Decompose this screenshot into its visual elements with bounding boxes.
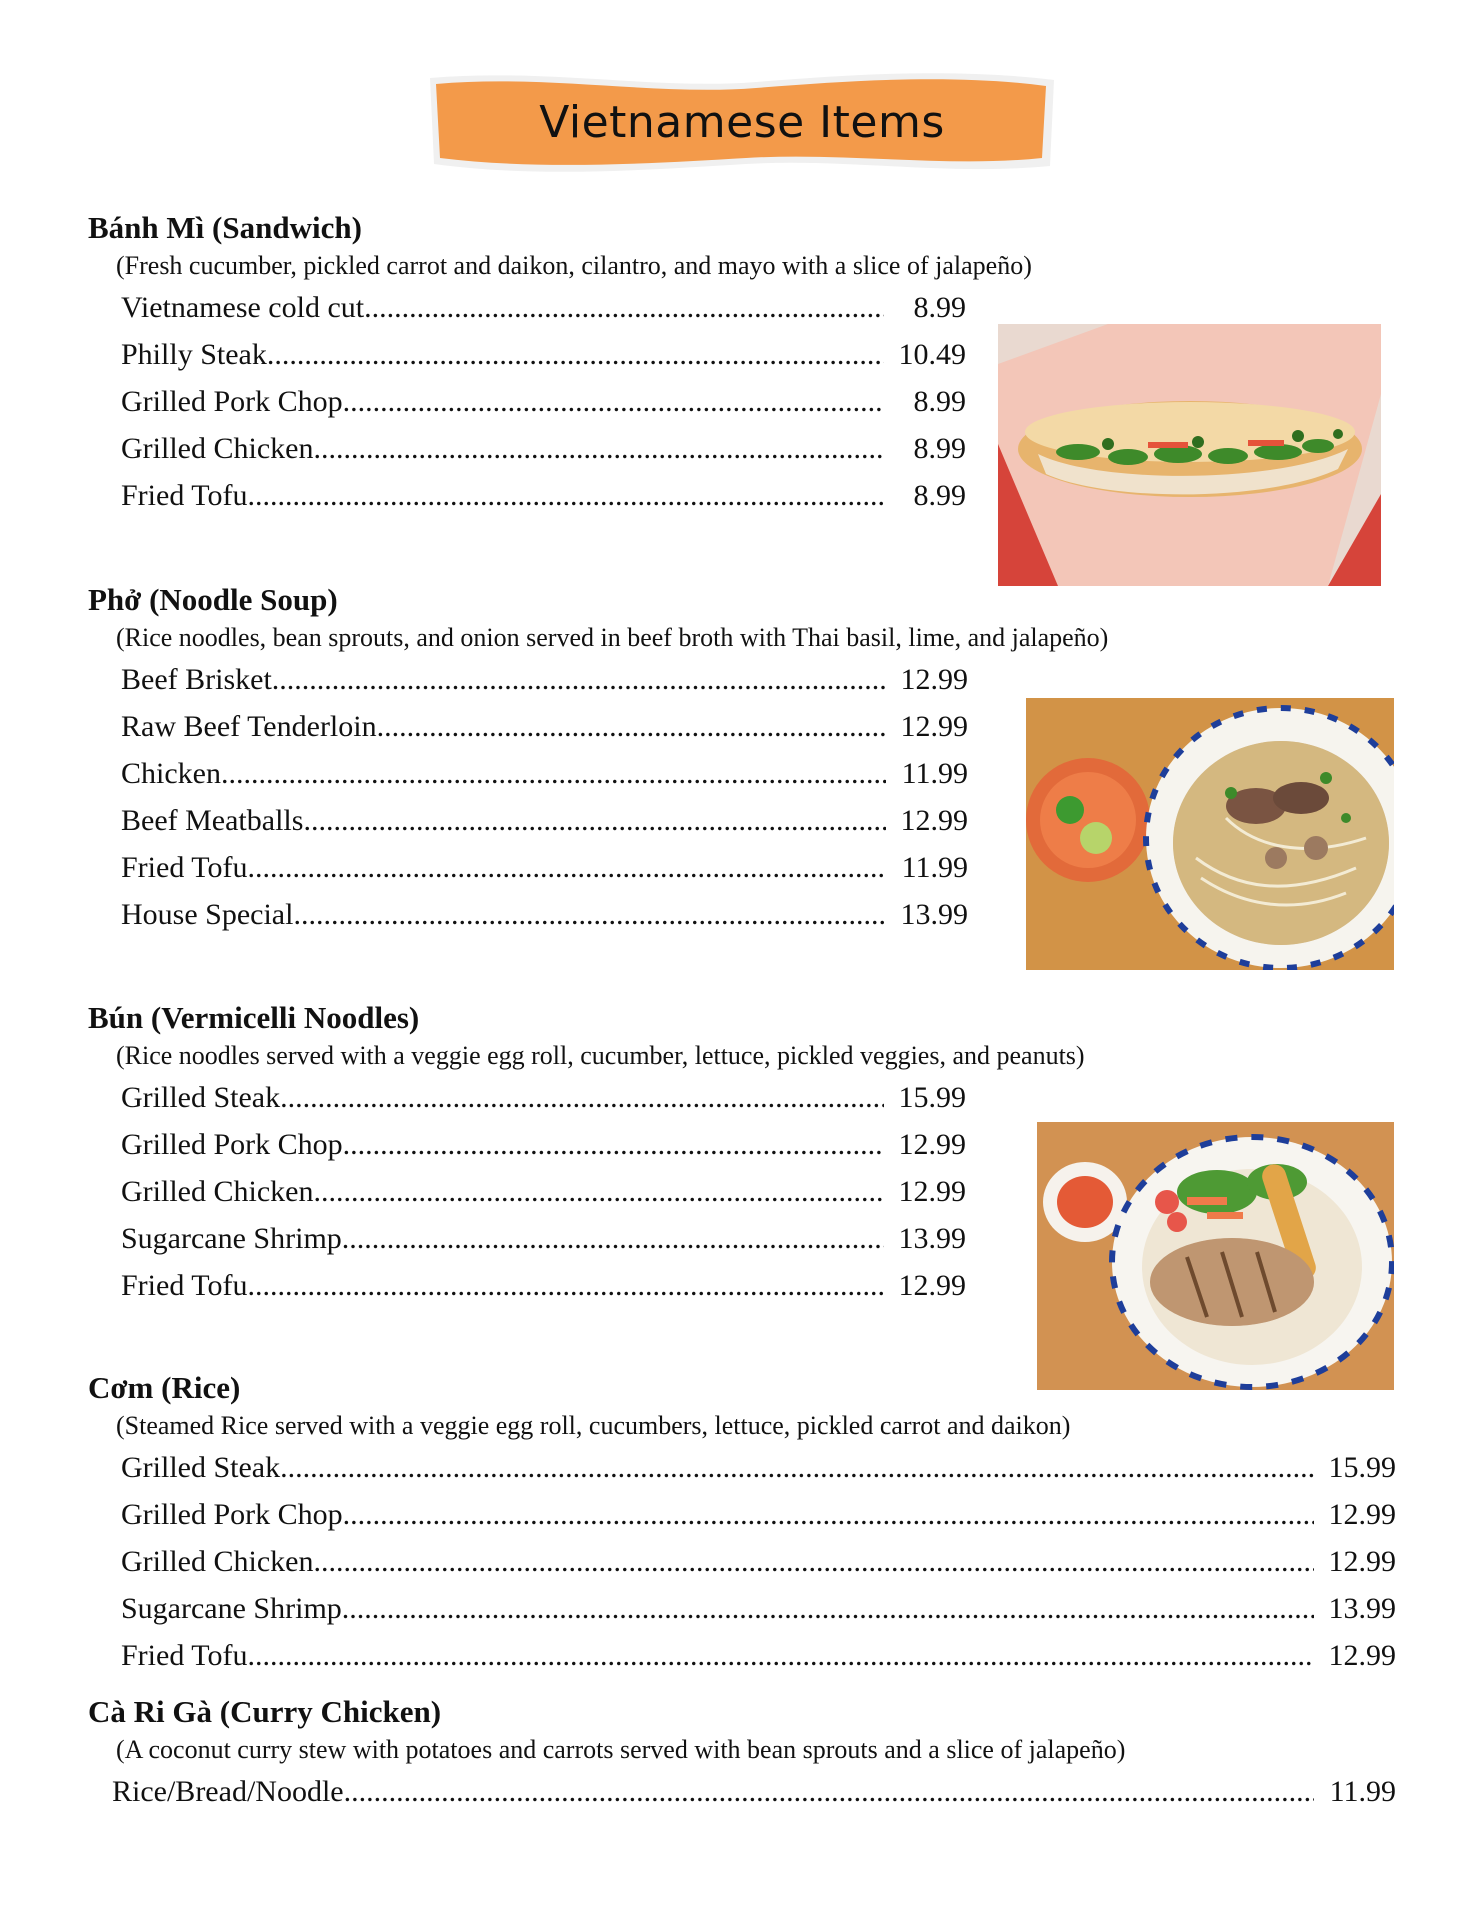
menu-item	[121, 750, 968, 797]
item-name: Sugarcane Shrimp	[121, 1222, 342, 1255]
menu-item	[121, 703, 968, 750]
item-price: 13.99	[1328, 1592, 1396, 1625]
dot-leader	[280, 1074, 884, 1121]
item-name: Grilled Chicken	[121, 1175, 314, 1208]
section-title: Phở (Noodle Soup)	[88, 582, 338, 617]
dot-leader	[313, 1538, 1314, 1585]
item-name: Grilled Steak	[121, 1451, 281, 1484]
item-price: 11.99	[901, 851, 968, 884]
dot-leader	[267, 331, 884, 378]
item-price: 12.99	[900, 804, 968, 837]
section-description: (Fresh cucumber, pickled carrot and daikon, cilantro, and mayo with a slice of jalapeño)	[116, 251, 1032, 280]
item-price: 13.99	[898, 1222, 966, 1255]
item-price: 8.99	[913, 432, 966, 465]
menu-item	[121, 1538, 1396, 1585]
pho-photo	[1026, 698, 1394, 970]
dot-leader	[377, 703, 886, 750]
menu-item-list	[121, 284, 966, 519]
item-name: House Special	[121, 898, 294, 931]
menu-item	[112, 1768, 1396, 1815]
item-price: 13.99	[900, 898, 968, 931]
dot-leader	[248, 472, 884, 519]
dot-leader	[248, 1262, 884, 1309]
section-description: (Steamed Rice served with a veggie egg roll, cucumbers, lettuce, pickled carrot and daikon)	[116, 1411, 1071, 1440]
section-bun	[88, 998, 1085, 1309]
item-price: 12.99	[1328, 1639, 1396, 1672]
item-name: Beef Brisket	[121, 663, 272, 696]
menu-item	[121, 1444, 1396, 1491]
item-price: 8.99	[913, 385, 966, 418]
item-name: Fried Tofu	[121, 851, 248, 884]
section-title: Bún (Vermicelli Noodles)	[88, 1000, 420, 1035]
menu-item	[121, 1121, 966, 1168]
item-price: 11.99	[1329, 1775, 1396, 1808]
menu-item	[121, 1168, 966, 1215]
item-price: 8.99	[913, 479, 966, 512]
title-banner	[426, 68, 1058, 176]
item-price: 15.99	[898, 1081, 966, 1114]
item-name: Grilled Chicken	[121, 432, 314, 465]
dot-leader	[342, 1585, 1314, 1632]
section-description: (Rice noodles, bean sprouts, and onion served in beef broth with Thai basil, lime, and jalapeño)	[116, 623, 1109, 652]
menu-item	[121, 425, 966, 472]
item-price: 10.49	[898, 338, 966, 371]
menu-item-list	[112, 1768, 1396, 1815]
page-title: Vietnamese Items	[539, 96, 945, 148]
dot-leader	[272, 656, 886, 703]
item-name: Fried Tofu	[121, 1269, 248, 1302]
menu-item	[121, 331, 966, 378]
dot-leader	[343, 378, 884, 425]
item-name: Grilled Chicken	[121, 1545, 314, 1578]
menu-item	[121, 797, 968, 844]
item-name: Fried Tofu	[121, 1639, 248, 1672]
item-price: 11.99	[901, 757, 968, 790]
dot-leader	[248, 1632, 1314, 1679]
item-name: Grilled Pork Chop	[121, 1498, 343, 1531]
dot-leader	[364, 284, 884, 331]
dot-leader	[221, 750, 886, 797]
menu-item	[121, 1491, 1396, 1538]
banh-mi-photo	[998, 324, 1381, 586]
section-title: Cà Ri Gà (Curry Chicken)	[88, 1694, 442, 1729]
item-price: 12.99	[1328, 1498, 1396, 1531]
item-price: 12.99	[1328, 1545, 1396, 1578]
item-price: 12.99	[898, 1128, 966, 1161]
item-name: Raw Beef Tenderloin	[121, 710, 377, 743]
dot-leader	[293, 891, 886, 938]
dot-leader	[343, 1121, 884, 1168]
item-name: Fried Tofu	[121, 479, 248, 512]
bun-photo	[1037, 1122, 1394, 1390]
item-name: Vietnamese cold cut	[121, 291, 365, 324]
dot-leader	[313, 1168, 884, 1215]
menu-item	[121, 1215, 966, 1262]
item-price: 12.99	[898, 1175, 966, 1208]
menu-item	[121, 1074, 966, 1121]
item-name: Sugarcane Shrimp	[121, 1592, 342, 1625]
section-title: Cơm (Rice)	[88, 1370, 241, 1405]
dot-leader	[342, 1215, 884, 1262]
section-title: Bánh Mì (Sandwich)	[88, 210, 362, 245]
menu-item	[121, 378, 966, 425]
section-pho	[88, 580, 1109, 938]
menu-item	[121, 656, 968, 703]
menu-item	[121, 891, 968, 938]
item-price: 12.99	[900, 663, 968, 696]
item-name: Rice/Bread/Noodle	[112, 1775, 344, 1808]
menu-item-list	[121, 1074, 966, 1309]
item-name: Grilled Pork Chop	[121, 1128, 343, 1161]
menu-item	[121, 844, 968, 891]
item-price: 15.99	[1328, 1451, 1396, 1484]
item-name: Philly Steak	[121, 338, 267, 371]
menu-item	[121, 1262, 966, 1309]
section-description: (Rice noodles served with a veggie egg roll, cucumber, lettuce, pickled veggies, and peanuts)	[116, 1041, 1085, 1070]
dot-leader	[248, 844, 886, 891]
item-name: Beef Meatballs	[121, 804, 304, 837]
item-price: 8.99	[913, 291, 966, 324]
item-name: Grilled Steak	[121, 1081, 281, 1114]
section-banh-mi	[88, 208, 1032, 519]
dot-leader	[313, 425, 884, 472]
dot-leader	[303, 797, 886, 844]
menu-item	[121, 1632, 1396, 1679]
item-name: Grilled Pork Chop	[121, 385, 343, 418]
item-price: 12.99	[900, 710, 968, 743]
item-name: Chicken	[121, 757, 221, 790]
menu-item	[121, 284, 966, 331]
menu-item	[121, 1585, 1396, 1632]
menu-item-list	[121, 1444, 1396, 1679]
section-com	[88, 1368, 1396, 1679]
menu-item	[121, 472, 966, 519]
dot-leader	[280, 1444, 1314, 1491]
item-price: 12.99	[898, 1269, 966, 1302]
section-description: (A coconut curry stew with potatoes and carrots served with bean sprouts and a slice of jalapeño)	[116, 1735, 1126, 1764]
section-ca-ri-ga	[88, 1692, 1396, 1815]
dot-leader	[343, 1491, 1314, 1538]
dot-leader	[344, 1768, 1314, 1815]
menu-item-list	[121, 656, 968, 938]
